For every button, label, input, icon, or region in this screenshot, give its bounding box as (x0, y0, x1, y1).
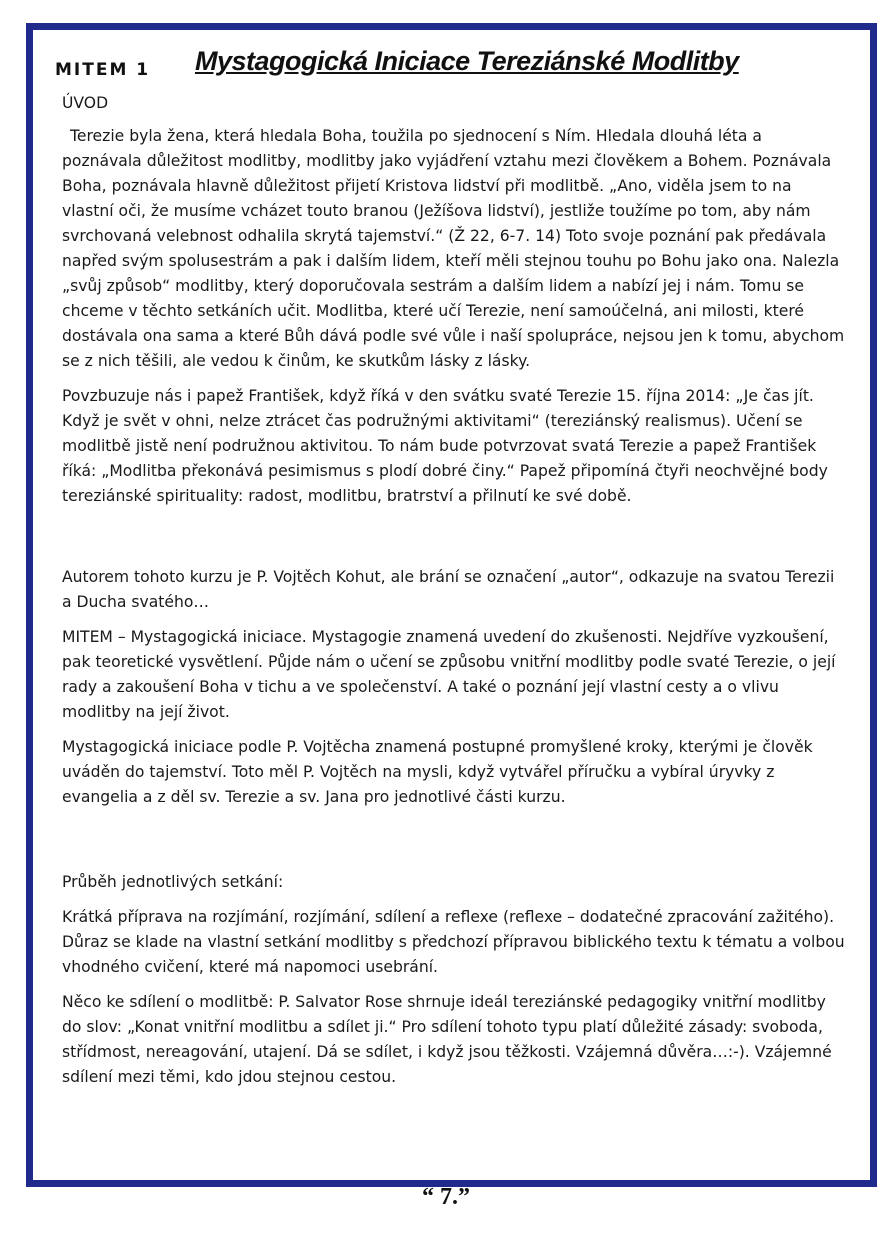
paragraph-author: Autorem tohoto kurzu je P. Vojtěch Kohut, ale brání se označení „autor“, odkazuje na svatou Terezii a Ducha svatého… (62, 568, 835, 611)
spacer (62, 820, 846, 870)
series-label: MITEM 1 (55, 60, 151, 80)
section-heading-intro: ÚVOD (62, 94, 109, 112)
section-heading-meetings: Průběh jednotlivých setkání: (62, 873, 284, 891)
paragraph-initiation: Mystagogická iniciace podle P. Vojtěcha znamená postupné promyšlené kroky, kterými je člověk uváděn do tajemství. Toto měl P. Vojtěch na mysli, když vytvářel příručku a vybíral úryvky z evangelia a z děl sv. Terezie a sv. Jana pro jednotlivé části kurzu. (62, 738, 813, 806)
paragraph-terezie: Terezie byla žena, která hledala Boha, toužila po sjednocení s Ním. Hledala dlouhá léta a poznávala důležitost modlitby, modlitby jako vyjádření vztahu mezi člověkem a Bohem. Poznávala Boha, poznávala hlavně důležitost přijetí Kristova lidství při modlitbě. „Ano, viděla jsem to na vlastní oči, že musíme vcházet touto branou (Ježíšova lidství), jestliže toužíme po tom, aby nám svrchovaná velebnost odhalila skrytá tajemství.“ (Ž 22, 6-7. 14) Toto svoje poznání pak předávala napřed svým spolusestrám a pak i dalším lidem, kteří měli stejnou touhu po Bohu jako ona. Nalezla „svůj způsob“ modlitby, který doporučovala sestrám a dalším lidem a nabízí jej i nám. Tomu se chceme v těchto setkáních učit. Modlitba, které učí Terezie, není samoúčelná, ani milosti, které dostávala ona sama a které Bůh dává podle své vůle i naší spolupráce, nejsou jen k tomu, abychom se z nich těšili, ale vedou k činům, ke skutkům lásky z lásky. (62, 127, 845, 370)
paragraph-preparation: Krátká příprava na rozjímání, rozjímání, sdílení a reflexe (reflexe – dodatečné zpracování zažitého). Důraz se klade na vlastní setkání modlitby s předchozí přípravou biblického textu k tématu a volbou vhodného cvičení, které má napomoci usebrání. (62, 908, 845, 976)
document-body (62, 91, 846, 1100)
page-frame (26, 23, 877, 1187)
paragraph-mitem: MITEM – Mystagogická iniciace. Mystagogie znamená uvedení do zkušenosti. Nejdříve vyzkoušení, pak teoretické vysvětlení. Půjde nám o učení se způsobu vnitřní modlitby podle svaté Terezie, o její rady a zakoušení Boha v tichu a ve společenství. A také o poznání její vlastní cesty a o vlivu modlitby na její život. (62, 628, 836, 721)
page-number: “ 7.” (422, 1184, 470, 1210)
page-title: Mystagogická Iniciace Tereziánské Modlitby (195, 46, 739, 76)
paragraph-pope-francis: Povzbuzuje nás i papež František, když říká v den svátku svaté Terezie 15. října 2014: „Je čas jít. Když je svět v ohni, nelze ztrácet čas podružnými aktivitami“ (tereziánský realismus). Učení se modlitbě jistě není podružnou aktivitou. To nám bude potvrzovat svatá Terezie a papež František říká: „Modlitba překonává pesimismus s plodí dobré činy.“ Papež připomíná čtyři neochvějné body tereziánské spirituality: radost, modlitbu, bratrství a přilnutí ke své době. (62, 387, 828, 505)
page-header (55, 44, 850, 84)
spacer (62, 519, 846, 565)
paragraph-sharing: Něco ke sdílení o modlitbě: P. Salvator Rose shrnuje ideál tereziánské pedagogiky vnitřní modlitby do slov: „Konat vnitřní modlitbu a sdílet ji.“ Pro sdílení tohoto typu platí důležité zásady: svoboda, střídmost, nereagování, utajení. Dá se sdílet, i když jsou těžkosti. Vzájemná důvěra…:-). Vzájemné sdílení mezi těmi, kdo jdou stejnou cestou. (62, 993, 832, 1086)
